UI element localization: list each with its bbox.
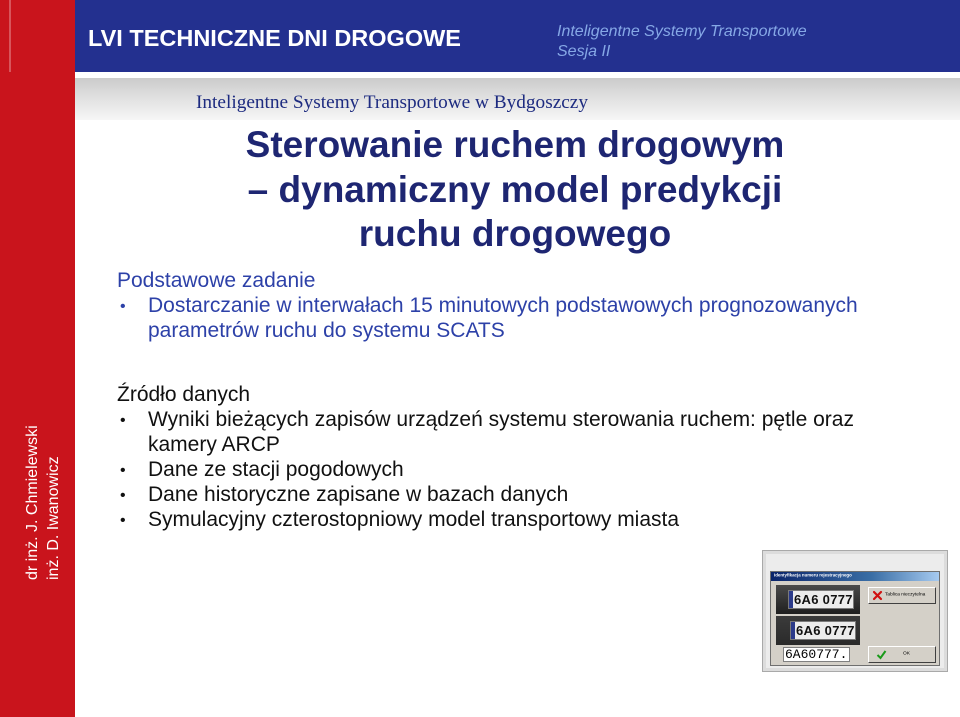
close-icon (872, 590, 883, 601)
bullet-text: Symulacyjny czterostopniowy model transportowy miasta (148, 508, 680, 531)
bullet-text: Dane ze stacji pogodowych (148, 458, 404, 481)
license-plate (788, 590, 854, 609)
recognized-plate-field: 6A60777. (783, 647, 850, 662)
plate-number: 6A6 0777 (796, 623, 855, 638)
plate-number: 6A6 0777 (794, 592, 853, 607)
license-plate (790, 621, 856, 640)
authors (22, 380, 64, 580)
conference-title: LVI TECHNICZNE DNI DROGOWE (88, 25, 461, 51)
bullet: • (120, 462, 126, 479)
title-line-2: – dynamiczny model predykcji (247, 168, 783, 210)
bullet: • (120, 412, 126, 429)
session-track: Inteligentne Systemy Transportowe (557, 23, 807, 40)
sidebar-stripe (9, 0, 11, 72)
window-title: Identyfikacja numeru rejestracyjnego (774, 572, 852, 578)
section-heading: Źródło danych (117, 383, 251, 406)
plate-eu-band (789, 591, 793, 608)
plate-photo-2 (776, 616, 860, 645)
slide-title (215, 123, 815, 257)
bullet-item (117, 457, 937, 482)
ok-label: OK (903, 650, 910, 656)
session-number: Sesja II (557, 43, 611, 60)
section-data-sources (117, 382, 937, 532)
title-line-3: ruchu drogowego (358, 213, 672, 254)
header-bar (75, 0, 960, 72)
bullet: • (120, 487, 126, 504)
plate-eu-band (791, 622, 795, 639)
plate-recognition-screenshot (762, 550, 948, 672)
bullet-text-continued: kamery ARCP (148, 433, 280, 456)
unreadable-plate-label: Tablica nieczytelna (885, 591, 926, 597)
plate-id-window (770, 571, 940, 666)
bullet: • (120, 298, 126, 315)
bullet-item (117, 482, 937, 507)
window-titlebar (771, 572, 939, 581)
section-heading: Podstawowe zadanie (117, 269, 316, 292)
bullet-text: Wyniki bieżących zapisów urządzeń systemu sterowania ruchem: pętle oraz (148, 408, 854, 431)
ok-button (868, 646, 936, 663)
subheader-text: Inteligentne Systemy Transportowe w Bydgoszczy (196, 92, 589, 113)
unreadable-plate-button (868, 587, 936, 604)
bullet-text-continued: parametrów ruchu do systemu SCATS (148, 319, 505, 342)
bullet-text: Dostarczanie w interwałach 15 minutowych podstawowych prognozowanych (148, 294, 858, 317)
bullet-item (117, 407, 937, 457)
bullet-item (117, 507, 937, 532)
check-icon (876, 649, 887, 660)
section-basic-task (117, 268, 937, 343)
bullet-item (117, 293, 937, 343)
session-info (557, 22, 807, 62)
bullet-text: Dane historyczne zapisane w bazach danych (148, 483, 569, 506)
subheader-band (75, 78, 960, 120)
plate-photo-1 (776, 585, 860, 614)
bullet: • (120, 512, 126, 529)
title-line-1: Sterowanie ruchem drogowym (245, 124, 785, 165)
author-1: dr inż. J. Chmielewski (24, 425, 41, 580)
author-2: inż. D. Iwanowicz (45, 456, 62, 580)
left-sidebar (0, 0, 75, 717)
